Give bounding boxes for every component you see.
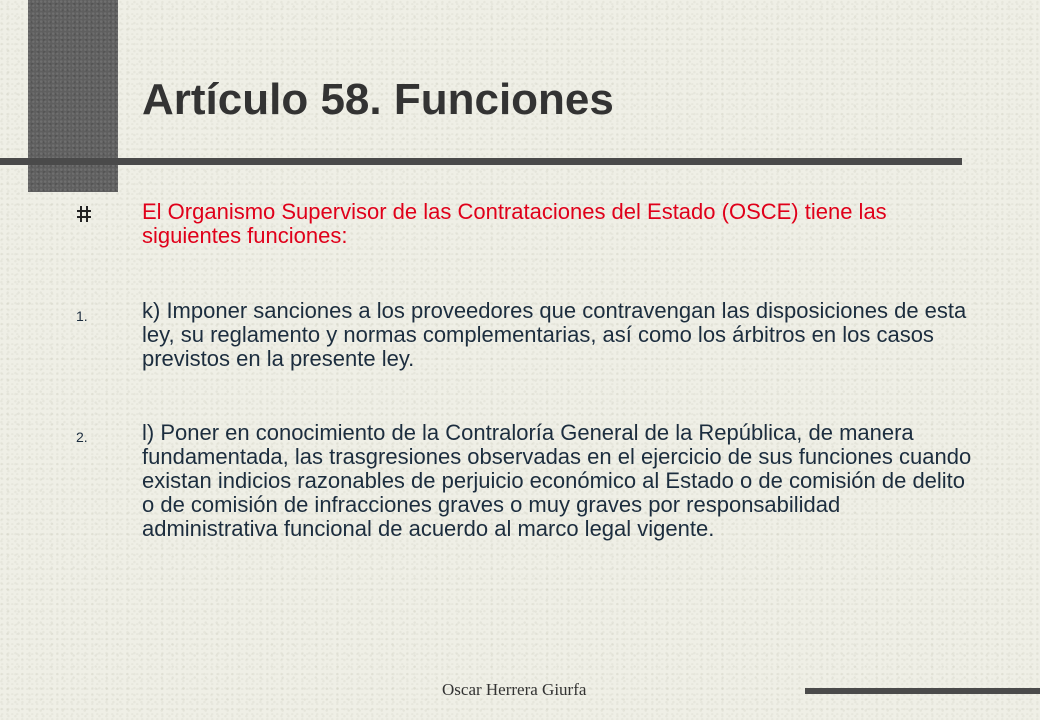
intro-paragraph: El Organismo Supervisor de las Contrataciones del Estado (OSCE) tiene las siguientes funciones: [142, 199, 887, 248]
hash-bullet-icon [76, 205, 92, 223]
footer-author: Oscar Herrera Giurfa [442, 680, 587, 699]
list-item-text: l) Poner en conocimiento de la Contraloría General de la República, de manera fundamentada, las trasgresiones observadas en el ejercicio de sus funciones cuando existan indicios razonables de perjuicio económico al Estado o de comisión de delito o de comisión de infracciones graves o muy graves por responsabilidad administrativa funcional de acuerdo al marco legal vigente. [142, 420, 972, 541]
title-divider-rule [0, 158, 962, 165]
list-item-text: k) Imponer sanciones a los proveedores que contravengan las disposiciones de esta ley, su reglamento y normas complementarias, así como los árbitros en los casos previstos en la presente ley. [142, 298, 967, 371]
list-item-number: 2. [76, 429, 88, 445]
slide-title: Artículo 58. Funciones [142, 75, 614, 124]
footer-rule [805, 688, 1040, 694]
list-item-number: 1. [76, 308, 88, 324]
